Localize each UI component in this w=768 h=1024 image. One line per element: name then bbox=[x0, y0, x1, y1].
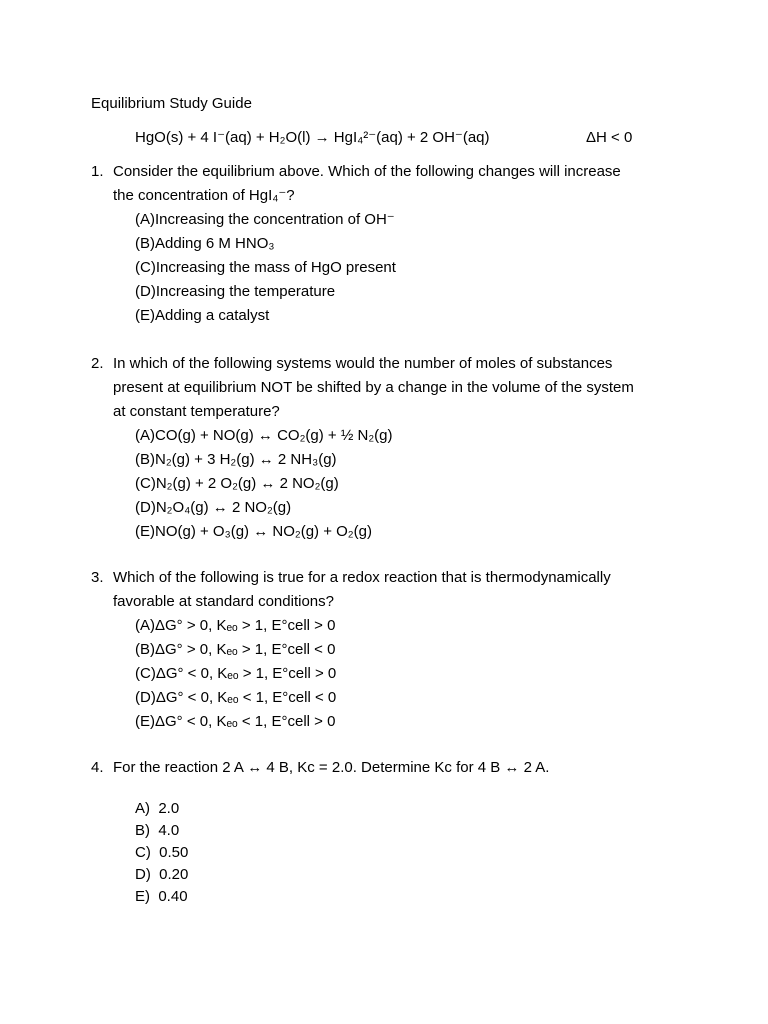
option-text: ΔG° > 0, Kₑₒ > 1, E°cell < 0 bbox=[155, 641, 336, 658]
answer-option bbox=[135, 662, 691, 686]
option-label: (E) bbox=[135, 713, 155, 730]
answer-option bbox=[135, 424, 691, 448]
question-3 bbox=[91, 566, 691, 734]
answer-option bbox=[135, 638, 691, 662]
reaction-equation: HgO(s) + 4 I⁻(aq) + H₂O(l) → HgI₄²⁻(aq) + 2 OH⁻(aq) bbox=[135, 129, 490, 146]
option-label: (A) bbox=[135, 211, 155, 228]
option-text: ΔG° < 0, Kₑₒ < 1, E°cell < 0 bbox=[155, 689, 337, 706]
answer-option bbox=[135, 710, 691, 734]
answer-option bbox=[135, 614, 691, 638]
option-text: 0.50 bbox=[159, 844, 189, 861]
option-label: D) bbox=[135, 866, 151, 883]
option-label: A) bbox=[135, 800, 150, 817]
option-text: Increasing the temperature bbox=[155, 283, 336, 300]
stem-line: favorable at standard conditions? bbox=[113, 593, 334, 610]
answer-options bbox=[135, 208, 691, 328]
answer-options bbox=[135, 424, 691, 544]
question-4 bbox=[91, 756, 691, 780]
option-text: Increasing the concentration of OH⁻ bbox=[155, 211, 395, 228]
option-label: C) bbox=[135, 844, 151, 861]
answer-option bbox=[135, 798, 188, 820]
answer-option bbox=[135, 256, 691, 280]
question-stem bbox=[113, 566, 691, 614]
option-label: (B) bbox=[135, 451, 155, 468]
question-number: 1. bbox=[91, 163, 104, 180]
question-number: 4. bbox=[91, 759, 104, 776]
option-text: 0.40 bbox=[158, 888, 188, 905]
question-2 bbox=[91, 352, 691, 544]
answer-option bbox=[135, 304, 691, 328]
option-label: E) bbox=[135, 888, 150, 905]
stem-line: at constant temperature? bbox=[113, 403, 280, 420]
option-text: 0.20 bbox=[159, 866, 189, 883]
question-stem bbox=[113, 756, 691, 780]
answer-options bbox=[135, 614, 691, 734]
question-1 bbox=[91, 160, 691, 328]
option-text: NO(g) + O₃(g) ↔ NO₂(g) + O₂(g) bbox=[155, 523, 372, 540]
option-label: (C) bbox=[135, 665, 156, 682]
option-text: ΔG° < 0, Kₑₒ < 1, E°cell > 0 bbox=[155, 713, 336, 730]
answer-option bbox=[135, 820, 188, 842]
answer-option bbox=[135, 232, 691, 256]
page-title: Equilibrium Study Guide bbox=[91, 95, 252, 112]
answer-option bbox=[135, 886, 188, 908]
option-label: (E) bbox=[135, 523, 155, 540]
option-text: 2.0 bbox=[158, 800, 180, 817]
answer-option bbox=[135, 520, 691, 544]
enthalpy-condition: ΔH < 0 bbox=[586, 129, 633, 146]
option-label: B) bbox=[135, 822, 150, 839]
option-text: N₂(g) + 2 O₂(g) ↔ 2 NO₂(g) bbox=[155, 475, 339, 492]
answer-option bbox=[135, 686, 691, 710]
option-label: (E) bbox=[135, 307, 155, 324]
option-label: (A) bbox=[135, 427, 155, 444]
answer-option bbox=[135, 864, 188, 886]
stem-line: In which of the following systems would the number of moles of substances bbox=[113, 355, 613, 372]
answer-option bbox=[135, 842, 188, 864]
reaction-equation-line bbox=[135, 126, 655, 150]
option-text: Adding 6 M HNO₃ bbox=[155, 235, 275, 252]
answer-option bbox=[135, 472, 691, 496]
option-text: Adding a catalyst bbox=[155, 307, 270, 324]
answer-option bbox=[135, 208, 691, 232]
option-text: 4.0 bbox=[158, 822, 180, 839]
option-text: CO(g) + NO(g) ↔ CO₂(g) + ½ N₂(g) bbox=[155, 427, 393, 444]
stem-line: Consider the equilibrium above. Which of the following changes will increase bbox=[113, 163, 621, 180]
option-label: (B) bbox=[135, 641, 155, 658]
stem-line: For the reaction 2 A ↔ 4 B, Kc = 2.0. Determine Kc for 4 B ↔ 2 A. bbox=[113, 759, 550, 776]
option-label: (C) bbox=[135, 259, 156, 276]
option-label: (A) bbox=[135, 617, 155, 634]
option-text: Increasing the mass of HgO present bbox=[155, 259, 396, 276]
option-text: N₂(g) + 3 H₂(g) ↔ 2 NH₃(g) bbox=[155, 451, 337, 468]
option-label: (D) bbox=[135, 689, 156, 706]
option-text: N₂O₄(g) ↔ 2 NO₂(g) bbox=[155, 499, 292, 516]
answer-option bbox=[135, 448, 691, 472]
answer-option bbox=[135, 280, 691, 304]
answer-option bbox=[135, 496, 691, 520]
option-text: ΔG° < 0, Kₑₒ > 1, E°cell > 0 bbox=[155, 665, 337, 682]
option-label: (D) bbox=[135, 499, 156, 516]
option-label: (C) bbox=[135, 475, 156, 492]
stem-line: the concentration of HgI₄⁻? bbox=[113, 187, 295, 204]
option-label: (D) bbox=[135, 283, 156, 300]
option-text: ΔG° > 0, Kₑₒ > 1, E°cell > 0 bbox=[155, 617, 336, 634]
answer-options bbox=[135, 798, 188, 908]
question-stem bbox=[113, 160, 691, 208]
question-stem bbox=[113, 352, 691, 424]
stem-line: Which of the following is true for a redox reaction that is thermodynamically bbox=[113, 569, 611, 586]
option-label: (B) bbox=[135, 235, 155, 252]
stem-line: present at equilibrium NOT be shifted by a change in the volume of the system bbox=[113, 379, 634, 396]
question-number: 3. bbox=[91, 569, 104, 586]
question-number: 2. bbox=[91, 355, 104, 372]
